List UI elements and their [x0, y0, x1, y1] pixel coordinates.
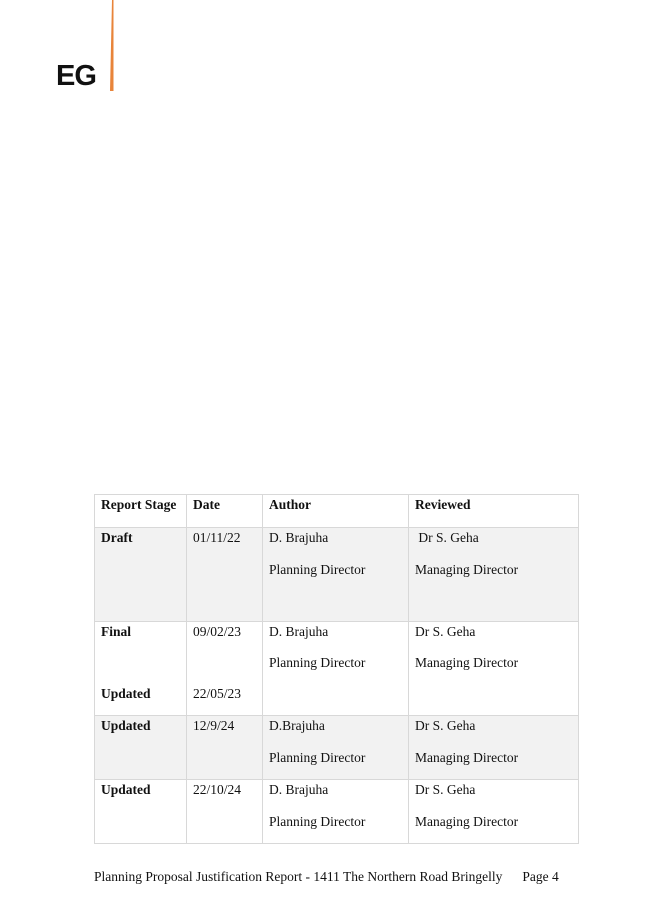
reviewer-name: Dr S. Geha [415, 623, 476, 639]
page-number: Page 4 [522, 869, 559, 884]
stage-label: Final [101, 623, 132, 639]
reviewer-name: Dr S. Geha [415, 530, 479, 545]
date-cell [187, 621, 263, 716]
reviewer-role: Managing Director [415, 813, 519, 829]
date-value: 01/11/22 [193, 530, 241, 545]
header-date: Date [187, 495, 263, 528]
header-report-stage: Report Stage [95, 495, 187, 528]
table-row [95, 621, 579, 716]
date-value: 09/02/23 [193, 623, 242, 639]
date-cell [187, 780, 263, 844]
reviewer-cell [409, 780, 579, 844]
date-value: 22/05/23 [193, 685, 242, 701]
page-footer [94, 869, 559, 885]
author-role: Planning Director [269, 749, 366, 765]
stage-cell [95, 621, 187, 716]
company-logo [56, 0, 116, 92]
reviewer-cell [409, 716, 579, 780]
author-role: Planning Director [269, 561, 366, 577]
reviewer-role: Managing Director [415, 749, 519, 765]
table-row [95, 716, 579, 780]
author-cell [263, 716, 409, 780]
stage-label: Draft [101, 530, 133, 545]
author-role: Planning Director [269, 655, 366, 670]
author-name: D.Brajuha [269, 718, 325, 733]
date-cell [187, 716, 263, 780]
logo-accent-bar [100, 0, 116, 92]
reviewer-name: Dr S. Geha [415, 782, 476, 797]
author-name: D. Brajuha [269, 623, 329, 639]
reviewer-cell [409, 621, 579, 716]
date-cell [187, 528, 263, 622]
stage-label: Updated [101, 718, 151, 733]
footer-report-title: Planning Proposal Justification Report - 1411 The Northern Road Bringelly [94, 869, 503, 884]
header-author: Author [263, 495, 409, 528]
report-stage-table [94, 494, 579, 844]
author-role: Planning Director [269, 813, 366, 829]
stage-label: Updated [101, 782, 151, 797]
reviewer-role: Managing Director [415, 655, 519, 670]
reviewer-role: Managing Director [415, 561, 519, 577]
reviewer-cell [409, 528, 579, 622]
table-row [95, 780, 579, 844]
header-reviewed: Reviewed [409, 495, 579, 528]
date-value: 12/9/24 [193, 718, 235, 733]
table-row [95, 528, 579, 622]
stage-cell [95, 780, 187, 844]
author-cell [263, 621, 409, 716]
reviewer-name: Dr S. Geha [415, 718, 476, 733]
stage-cell [95, 716, 187, 780]
date-value: 22/10/24 [193, 782, 242, 797]
stage-label: Updated [101, 685, 151, 701]
author-cell [263, 528, 409, 622]
author-name: D. Brajuha [269, 782, 329, 797]
stage-cell [95, 528, 187, 622]
author-cell [263, 780, 409, 844]
logo-text: EG [56, 60, 96, 92]
author-name: D. Brajuha [269, 530, 329, 545]
table-header-row [95, 495, 579, 528]
